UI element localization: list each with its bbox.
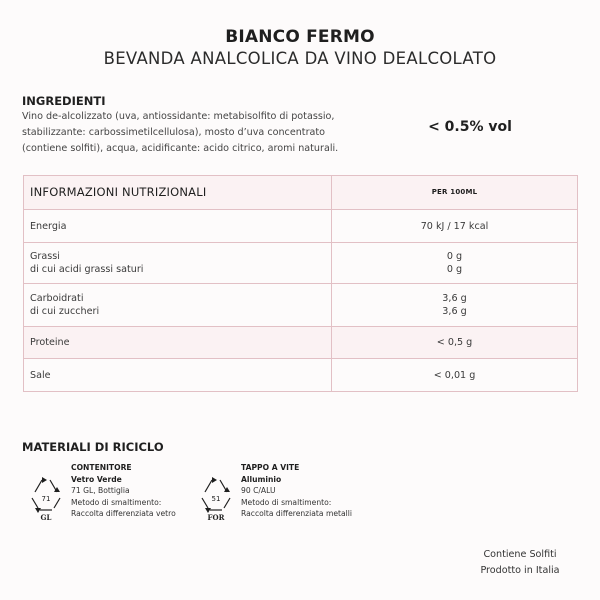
alcohol-volume: < 0.5% vol (428, 119, 512, 135)
recycle-glass-icon (24, 474, 68, 522)
nutrient-subamount: 0 g (446, 264, 463, 275)
ingredients-line: Vino de-alcolizzato (uva, antiossidante: metabisolfito di potassio, (22, 111, 335, 122)
table-row (24, 243, 577, 284)
footer (440, 547, 600, 579)
nutrient-value (332, 284, 577, 326)
nutrient-label: Energia (30, 220, 67, 232)
recycle-abbr: GL (40, 513, 52, 522)
ingredients-text (22, 109, 367, 157)
nutrient-name (24, 327, 332, 358)
nutrient-subamount: 3,6 g (442, 306, 467, 317)
recycling-item-line: Raccolta differenziata vetro (71, 509, 176, 519)
nutrient-amount: < 0,5 g (436, 337, 473, 348)
nutrition-table (23, 175, 578, 392)
recycle-aluminium-icon (194, 474, 238, 522)
nutrition-header-row (24, 176, 577, 210)
nutrient-label: Grassi (30, 251, 60, 262)
table-row (24, 359, 577, 391)
nutrition-header-value (332, 176, 577, 209)
nutrient-label: Proteine (30, 337, 70, 348)
nutrition-header-value-text: PER 100ML (431, 188, 478, 196)
label-title: BIANCO FERMO (225, 27, 375, 47)
nutrient-name (24, 359, 332, 391)
nutrient-amount: 70 kJ / 17 kcal (420, 220, 489, 232)
recycling-item-line: Metodo di smaltimento: (241, 497, 332, 507)
recycling-item-container (24, 462, 214, 532)
recycling-item-title: TAPPO A VITE (241, 463, 300, 472)
label-subtitle: BEVANDA ANALCOLICA DA VINO DEALCOLATO (103, 49, 497, 68)
recycling-item-line: 90 C/ALU (241, 486, 276, 496)
nutrient-sublabel: di cui acidi grassi saturi (30, 264, 144, 275)
nutrient-name (24, 243, 332, 283)
recycling-item-material: Vetro Verde (71, 474, 122, 484)
recycling-item-line: 71 GL, Bottiglia (71, 486, 130, 496)
recycling-item-line: Metodo di smaltimento: (71, 497, 162, 507)
nutrient-value (332, 359, 577, 391)
recycling-heading: MATERIALI DI RICICLO (22, 440, 164, 454)
nutrient-label: Carboidrati (30, 293, 84, 304)
recycling-item-title: CONTENITORE (71, 463, 132, 472)
nutrient-amount: < 0,01 g (433, 369, 476, 381)
recycling-item-cap (194, 462, 394, 532)
table-row (24, 327, 577, 359)
table-row (24, 210, 577, 243)
recycle-abbr: FOR (207, 513, 225, 522)
ingredients-heading: INGREDIENTI (22, 94, 106, 108)
nutrient-name (24, 210, 332, 242)
nutrition-header-name-text: INFORMAZIONI NUTRIZIONALI (30, 185, 207, 199)
nutrient-label: Sale (30, 369, 51, 381)
table-row (24, 284, 577, 327)
ingredients-line: stabilizzante: carbossimetilcellulosa), mosto d’uva concentrato (22, 127, 326, 138)
footer-origin: Prodotto in Italia (480, 565, 560, 576)
recycle-code: 71 (41, 495, 51, 503)
recycle-code: 51 (211, 495, 221, 503)
nutrient-value (332, 210, 577, 242)
nutrition-header-name (24, 176, 332, 209)
recycling-item-line: Raccolta differenziata metalli (241, 509, 353, 519)
nutrient-sublabel: di cui zuccheri (30, 306, 100, 317)
nutrient-value (332, 243, 577, 283)
ingredients-line: (contiene solfiti), acqua, acidificante: acido citrico, aromi naturali. (22, 143, 339, 154)
recycling-item-material: Alluminio (241, 474, 282, 484)
recycling-item-text (241, 462, 391, 520)
nutrient-name (24, 284, 332, 326)
nutrient-value (332, 327, 577, 358)
nutrient-amount: 0 g (446, 251, 463, 262)
nutrient-amount: 3,6 g (442, 293, 467, 304)
footer-sulfites: Contiene Solfiti (483, 549, 557, 560)
